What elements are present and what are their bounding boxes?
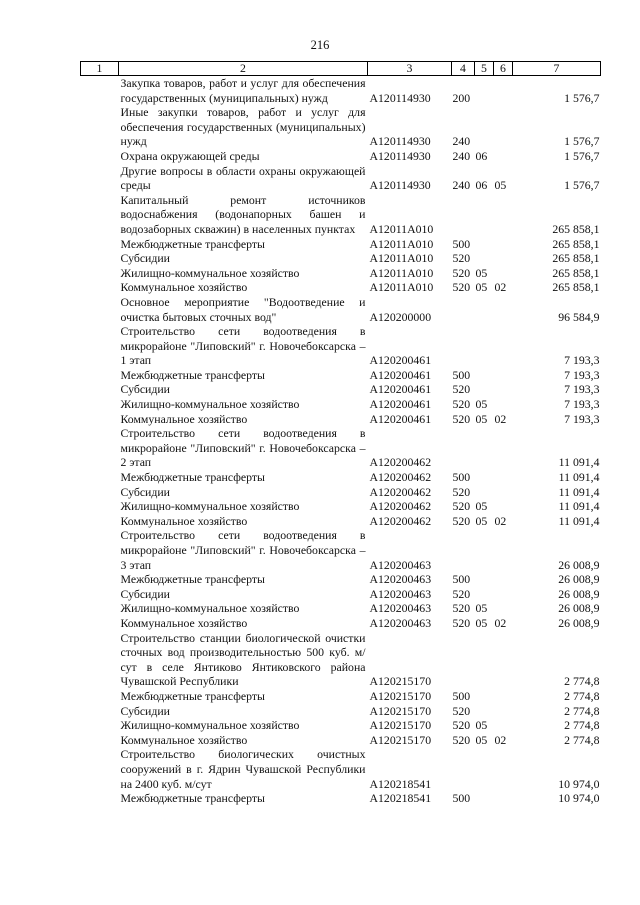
row-index-cell	[81, 499, 119, 514]
row-amount: 26 008,9	[558, 601, 600, 616]
row-name: Межбюджетные трансферты	[120, 236, 265, 251]
row-name: Межбюджетные трансферты	[120, 688, 265, 703]
header-col-5: 5	[475, 62, 494, 76]
row-col-4: 500	[452, 688, 471, 703]
row-col-5: 05	[475, 615, 488, 630]
row-col-6	[494, 528, 513, 572]
row-amount: 265 858,1	[552, 221, 600, 236]
table-row	[81, 324, 601, 368]
row-col-4: 500	[452, 572, 471, 587]
row-col-5	[475, 704, 494, 719]
table-row	[81, 514, 601, 529]
row-name: Строительство станции биологической очистки сточных вод производительностью 500 куб. м/сут в селе Янтиково Янтиковского района Чувашской Республики	[120, 630, 366, 689]
row-col-4: 520	[452, 615, 471, 630]
row-name: Жилищно-коммунальное хозяйство	[120, 265, 300, 280]
row-col-5	[475, 689, 494, 704]
row-col-4: 200	[452, 90, 471, 105]
row-col-4: 240	[452, 148, 471, 163]
row-col-6	[494, 747, 513, 791]
row-col-4: 520	[452, 601, 471, 616]
row-index-cell	[81, 704, 119, 719]
row-col-5	[475, 105, 494, 149]
table-row	[81, 251, 601, 266]
row-col-6: 02	[494, 513, 507, 528]
row-name: Другие вопросы в области охраны окружающей среды	[120, 163, 366, 193]
table-row	[81, 295, 601, 324]
row-index-cell	[81, 718, 119, 733]
row-col-4: 520	[452, 484, 471, 499]
row-col-6: 05	[494, 178, 507, 193]
row-code: А12011А010	[369, 265, 434, 280]
table-row	[81, 105, 601, 149]
row-col-4	[452, 193, 475, 237]
row-amount: 11 091,4	[558, 484, 600, 499]
table-row	[81, 164, 601, 193]
row-col-6	[494, 470, 513, 485]
row-index-cell	[81, 470, 119, 485]
table-row	[81, 499, 601, 514]
row-col-6	[494, 631, 513, 689]
row-amount: 1 576,7	[564, 134, 600, 149]
row-col-6	[494, 587, 513, 602]
row-index-cell	[81, 689, 119, 704]
row-col-4: 520	[452, 251, 471, 266]
row-amount: 11 091,4	[558, 513, 600, 528]
row-amount: 96 584,9	[558, 309, 600, 324]
row-col-4: 520	[452, 397, 471, 412]
row-amount: 265 858,1	[552, 251, 600, 266]
row-name: Субсидии	[120, 251, 170, 266]
row-col-4: 500	[452, 791, 471, 806]
row-code: А120218541	[369, 776, 432, 791]
table-row	[81, 193, 601, 237]
row-col-5	[475, 572, 494, 587]
row-col-6	[494, 704, 513, 719]
row-col-5	[475, 791, 494, 806]
row-code: А120200461	[369, 382, 432, 397]
table-row	[81, 368, 601, 383]
row-col-6	[494, 397, 513, 412]
table-row	[81, 616, 601, 631]
row-amount: 265 858,1	[552, 265, 600, 280]
row-index-cell	[81, 237, 119, 252]
row-amount: 11 091,4	[558, 470, 600, 485]
row-name: Межбюджетные трансферты	[120, 791, 265, 806]
row-name: Основное мероприятие "Водоотведение и очистка бытовых сточных вод"	[120, 294, 366, 324]
row-index-cell	[81, 397, 119, 412]
row-index-cell	[81, 251, 119, 266]
row-index-cell	[81, 76, 119, 106]
row-amount: 11 091,4	[558, 455, 600, 470]
row-col-6	[494, 485, 513, 500]
row-code: А120215170	[369, 703, 432, 718]
row-name: Коммунальное хозяйство	[120, 411, 248, 426]
row-code: А120200463	[369, 557, 432, 572]
row-amount: 265 858,1	[552, 280, 600, 295]
table-row	[81, 718, 601, 733]
table-row	[81, 397, 601, 412]
row-col-5: 05	[475, 265, 488, 280]
row-code: А120114930	[369, 148, 431, 163]
row-col-5	[475, 193, 494, 237]
row-col-6	[494, 689, 513, 704]
row-code: А120200462	[369, 484, 432, 499]
row-name: Жилищно-коммунальное хозяйство	[120, 601, 300, 616]
row-col-5: 05	[475, 732, 488, 747]
row-col-6	[494, 499, 513, 514]
row-col-4: 520	[452, 586, 471, 601]
table-row	[81, 237, 601, 252]
row-col-5	[475, 382, 494, 397]
header-col-2: 2	[119, 62, 368, 76]
row-code: А120215170	[369, 732, 432, 747]
row-amount: 26 008,9	[558, 557, 600, 572]
row-amount: 2 774,8	[564, 732, 600, 747]
row-name: Коммунальное хозяйство	[120, 732, 248, 747]
row-amount: 7 193,3	[564, 353, 600, 368]
row-col-5	[475, 295, 494, 324]
row-col-6	[494, 426, 513, 470]
row-code: А120200463	[369, 601, 432, 616]
table-row	[81, 601, 601, 616]
table-row	[81, 280, 601, 295]
row-index-cell	[81, 193, 119, 237]
row-col-4: 240	[452, 134, 471, 149]
row-index-cell	[81, 631, 119, 689]
row-name: Межбюджетные трансферты	[120, 367, 265, 382]
row-index-cell	[81, 791, 119, 806]
row-col-6: 02	[494, 732, 507, 747]
row-col-4	[452, 747, 475, 791]
row-amount: 10 974,0	[558, 791, 600, 806]
table-row	[81, 747, 601, 791]
row-col-5	[475, 324, 494, 368]
row-code: А120114930	[369, 90, 431, 105]
row-index-cell	[81, 747, 119, 791]
row-amount: 1 576,7	[564, 178, 600, 193]
row-col-4: 500	[452, 470, 471, 485]
row-index-cell	[81, 616, 119, 631]
row-name: Субсидии	[120, 382, 170, 397]
row-col-6	[494, 237, 513, 252]
row-name: Жилищно-коммунальное хозяйство	[120, 499, 300, 514]
row-col-4	[452, 295, 475, 324]
row-code: А120200461	[369, 367, 432, 382]
table-row	[81, 485, 601, 500]
header-col-6: 6	[494, 62, 513, 76]
row-code: А12011А010	[369, 280, 434, 295]
row-index-cell	[81, 528, 119, 572]
table-row	[81, 689, 601, 704]
row-col-5	[475, 251, 494, 266]
row-index-cell	[81, 266, 119, 281]
row-col-6	[494, 251, 513, 266]
row-amount: 1 576,7	[564, 148, 600, 163]
row-index-cell	[81, 587, 119, 602]
row-amount: 2 774,8	[564, 688, 600, 703]
row-name: Закупка товаров, работ и услуг для обеспечения государственных (муниципальных) нужд	[120, 76, 366, 105]
table-row	[81, 587, 601, 602]
row-name: Строительство сети водоотведения в микрорайоне "Липовский" г. Новочебоксарска – 1 этап	[120, 324, 366, 368]
row-col-5	[475, 368, 494, 383]
row-col-4: 500	[452, 236, 471, 251]
row-code: А120218541	[369, 791, 432, 806]
table-header	[81, 62, 601, 76]
row-name: Коммунальное хозяйство	[120, 615, 248, 630]
row-code: А120200463	[369, 586, 432, 601]
row-code: А120215170	[369, 718, 432, 733]
row-col-5	[475, 426, 494, 470]
row-col-4: 520	[452, 382, 471, 397]
row-col-6	[494, 266, 513, 281]
row-index-cell	[81, 426, 119, 470]
row-col-5: 05	[475, 411, 488, 426]
row-name: Охрана окружающей среды	[120, 148, 260, 163]
row-name: Субсидии	[120, 484, 170, 499]
row-name: Капитальный ремонт источников водоснабжения (водонапорных башен и водозаборных скважин) в населенных пунктах	[120, 192, 366, 236]
row-code: А120200461	[369, 411, 432, 426]
row-col-6	[494, 791, 513, 806]
table-row	[81, 704, 601, 719]
row-amount: 10 974,0	[558, 776, 600, 791]
header-col-3: 3	[368, 62, 452, 76]
row-code: А120114930	[369, 134, 431, 149]
row-name: Субсидии	[120, 703, 170, 718]
table-row	[81, 572, 601, 587]
row-code: А120200000	[369, 309, 432, 324]
row-name: Жилищно-коммунальное хозяйство	[120, 397, 300, 412]
row-col-6	[494, 382, 513, 397]
row-col-4: 520	[452, 732, 471, 747]
row-code: А120200462	[369, 499, 432, 514]
table-row	[81, 733, 601, 748]
header-col-7: 7	[513, 62, 601, 76]
table-row	[81, 631, 601, 689]
row-index-cell	[81, 382, 119, 397]
row-amount: 26 008,9	[558, 572, 600, 587]
row-code: А120114930	[369, 178, 431, 193]
row-col-4: 520	[452, 513, 471, 528]
row-col-6	[494, 149, 513, 164]
row-col-5: 05	[475, 513, 488, 528]
row-col-6: 02	[494, 280, 507, 295]
row-col-4: 500	[452, 367, 471, 382]
row-col-4	[452, 528, 475, 572]
row-code: А120200462	[369, 455, 432, 470]
row-amount: 2 774,8	[564, 703, 600, 718]
row-col-4: 240	[452, 178, 471, 193]
row-index-cell	[81, 164, 119, 193]
row-col-6	[494, 572, 513, 587]
row-code: А120200462	[369, 513, 432, 528]
page-number: 216	[310, 38, 330, 52]
row-name: Иные закупки товаров, работ и услуг для обеспечения государственных (муниципальных) нужд	[120, 105, 366, 149]
row-amount: 26 008,9	[558, 615, 600, 630]
row-code: А12011А010	[369, 236, 434, 251]
row-code: А12011А010	[369, 251, 434, 266]
row-col-5: 05	[475, 499, 488, 514]
row-col-5	[475, 587, 494, 602]
row-col-6	[494, 718, 513, 733]
row-code: А12011А010	[369, 221, 434, 236]
row-index-cell	[81, 105, 119, 149]
table-row	[81, 76, 601, 106]
table-body	[81, 76, 601, 806]
row-code: А120200463	[369, 572, 432, 587]
row-index-cell	[81, 295, 119, 324]
row-name: Субсидии	[120, 586, 170, 601]
row-index-cell	[81, 324, 119, 368]
row-code: А120200461	[369, 397, 432, 412]
row-amount: 265 858,1	[552, 236, 600, 251]
table-row	[81, 470, 601, 485]
row-col-5: 05	[475, 397, 488, 412]
row-index-cell	[81, 149, 119, 164]
row-col-6	[494, 295, 513, 324]
row-amount: 2 774,8	[564, 674, 600, 689]
row-code: А120215170	[369, 674, 432, 689]
row-index-cell	[81, 412, 119, 427]
row-amount: 7 193,3	[564, 382, 600, 397]
row-name: Межбюджетные трансферты	[120, 470, 265, 485]
row-col-6	[494, 193, 513, 237]
row-name: Строительство биологических очистных сооружений в г. Ядрин Чувашской Республики на 2400 куб. м/сут	[120, 747, 366, 791]
row-col-4: 520	[452, 718, 471, 733]
row-col-5	[475, 485, 494, 500]
row-name: Коммунальное хозяйство	[120, 513, 248, 528]
row-col-6: 02	[494, 615, 507, 630]
table-row	[81, 412, 601, 427]
row-col-6: 02	[494, 411, 507, 426]
row-col-5: 06	[475, 178, 488, 193]
row-amount: 1 576,7	[564, 90, 600, 105]
row-amount: 7 193,3	[564, 367, 600, 382]
row-amount: 7 193,3	[564, 397, 600, 412]
header-col-4: 4	[452, 62, 475, 76]
row-col-5	[475, 528, 494, 572]
row-index-cell	[81, 368, 119, 383]
table-row	[81, 382, 601, 397]
row-col-4: 520	[452, 265, 471, 280]
row-col-5: 05	[475, 280, 488, 295]
row-index-cell	[81, 514, 119, 529]
header-row	[81, 62, 601, 76]
table-row	[81, 528, 601, 572]
row-col-4: 520	[452, 703, 471, 718]
row-col-4: 520	[452, 280, 471, 295]
row-col-5	[475, 631, 494, 689]
row-col-6	[494, 76, 513, 106]
row-col-6	[494, 368, 513, 383]
row-col-5	[475, 747, 494, 791]
row-index-cell	[81, 601, 119, 616]
row-index-cell	[81, 733, 119, 748]
row-name: Коммунальное хозяйство	[120, 280, 248, 295]
row-name: Строительство сети водоотведения в микрорайоне "Липовский" г. Новочебоксарска – 2 этап	[120, 426, 366, 470]
row-index-cell	[81, 572, 119, 587]
row-name: Жилищно-коммунальное хозяйство	[120, 718, 300, 733]
row-amount: 2 774,8	[564, 718, 600, 733]
row-col-5: 05	[475, 601, 488, 616]
row-col-4: 520	[452, 499, 471, 514]
row-name: Межбюджетные трансферты	[120, 572, 265, 587]
row-amount: 7 193,3	[564, 411, 600, 426]
row-col-5	[475, 470, 494, 485]
row-col-4: 520	[452, 411, 471, 426]
row-code: А120200463	[369, 615, 432, 630]
row-col-4	[452, 324, 475, 368]
row-col-4	[452, 426, 475, 470]
row-col-5: 05	[475, 718, 488, 733]
row-col-4	[452, 631, 475, 689]
row-col-6	[494, 324, 513, 368]
table-row	[81, 426, 601, 470]
row-col-6	[494, 105, 513, 149]
row-col-5: 06	[475, 148, 488, 163]
row-code: А120215170	[369, 688, 432, 703]
row-name: Строительство сети водоотведения в микрорайоне "Липовский" г. Новочебоксарска – 3 этап	[120, 528, 366, 572]
row-index-cell	[81, 280, 119, 295]
table-row	[81, 266, 601, 281]
table-row	[81, 791, 601, 806]
budget-table	[80, 61, 601, 806]
row-amount: 26 008,9	[558, 586, 600, 601]
header-col-1: 1	[81, 62, 119, 76]
row-amount: 11 091,4	[558, 499, 600, 514]
row-code: А120200462	[369, 470, 432, 485]
row-code: А120200461	[369, 353, 432, 368]
row-col-5	[475, 237, 494, 252]
row-col-5	[475, 76, 494, 106]
table-row	[81, 149, 601, 164]
row-col-6	[494, 601, 513, 616]
row-index-cell	[81, 485, 119, 500]
